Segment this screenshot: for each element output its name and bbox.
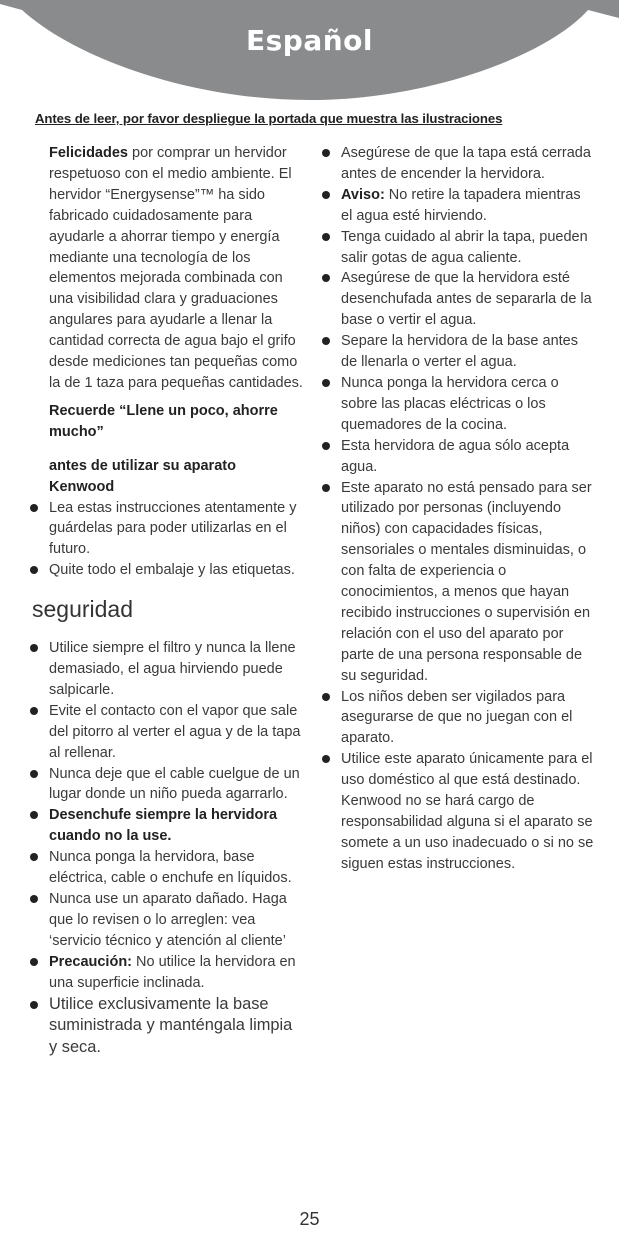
bullet-icon [30, 770, 38, 778]
bullet-icon [30, 566, 38, 574]
bullet-icon [322, 149, 330, 157]
list-item: Lea estas instrucciones atentamente y guárdelas para poder utilizarlas en el futuro. [28, 498, 303, 561]
bullet-icon [322, 693, 330, 701]
before-use-list [28, 498, 303, 582]
bullet-icon [322, 233, 330, 241]
list-item: Utilice siempre el filtro y nunca la llene demasiado, el agua hirviendo puede salpicarle. [28, 638, 303, 701]
list-item: Separe la hervidora de la base antes de llenarla o verter el agua. [320, 331, 595, 373]
list-item: Utilice exclusivamente la base suministrada y manténgala limpia y seca. [28, 994, 303, 1059]
list-item: Desenchufe siempre la hervidora cuando no la use. [28, 805, 303, 847]
bullet-icon [322, 191, 330, 199]
list-item: Aviso: No retire la tapadera mientras el agua esté hirviendo. [320, 185, 595, 227]
list-item: Asegúrese de que la tapa está cerrada antes de encender la hervidora. [320, 143, 595, 185]
page-number: 25 [299, 1209, 320, 1229]
bullet-icon [30, 644, 38, 652]
bullet-icon [322, 484, 330, 492]
bullet-icon [30, 504, 38, 512]
bullet-icon [30, 958, 38, 966]
list-item: Nunca ponga la hervidora cerca o sobre las placas eléctricas o los quemadores de la cocina. [320, 373, 595, 436]
bullet-icon [322, 442, 330, 450]
bullet-icon [30, 707, 38, 715]
list-item: Este aparato no está pensado para ser utilizado por personas (incluyendo niños) con capacidades físicas, sensoriales o mentales disminuidas, o con falta de experiencia o conocimientos, a menos que hayan recibido instrucciones o supervisión en relación con el uso del aparato por parte de una persona responsable de su seguridad. [320, 478, 595, 687]
bullet-icon [30, 853, 38, 861]
list-item: Tenga cuidado al abrir la tapa, pueden salir gotas de agua caliente. [320, 227, 595, 269]
list-item: Quite todo el embalaje y las etiquetas. [28, 560, 303, 581]
page-title: Español [246, 24, 373, 57]
list-item: Nunca ponga la hervidora, base eléctrica, cable o enchufe en líquidos. [28, 847, 303, 889]
left-column [28, 143, 303, 1058]
safety-list-left [28, 638, 303, 1058]
intro-bold-lead: Felicidades [49, 145, 128, 161]
list-item: Precaución: No utilice la hervidora en una superficie inclinada. [28, 952, 303, 994]
bullet-icon [322, 379, 330, 387]
intro-paragraph [28, 143, 303, 394]
bullet-icon [322, 755, 330, 763]
safety-list-right [320, 143, 595, 875]
bullet-icon [30, 895, 38, 903]
section-heading-safety: seguridad [32, 596, 134, 623]
list-item: Los niños deben ser vigilados para asegurarse de que no juegan con el aparato. [320, 687, 595, 750]
list-item: Esta hervidora de agua sólo acepta agua. [320, 436, 595, 478]
bullet-icon [30, 1001, 38, 1009]
intro-text: por comprar un hervidor respetuoso con el medio ambiente. El hervidor “Energysense”™ ha sido fabricado cuidadosamente para ayudarle a ahorrar tiempo y energía mediante una tecnología de los elementos mejorada combinada con una visibilidad clara y graduaciones angulares para ayudarle a llenar la cantidad correcta de agua bajo el grifo desde mediciones tan pequeñas como la de 1 taza para pequeñas cantidades. [49, 145, 303, 391]
bullet-icon [30, 811, 38, 819]
list-item: Asegúrese de que la hervidora esté desenchufada antes de separarla de la base o vertir el agua. [320, 268, 595, 331]
list-item: Evite el contacto con el vapor que sale del pitorro al verter el agua y de la tapa al rellenar. [28, 701, 303, 764]
list-item: Nunca use un aparato dañado. Haga que lo revisen o lo arreglen: vea ‘servicio técnico y atención al cliente’ [28, 889, 303, 952]
remember-slogan: Recuerde “Llene un poco, ahorre mucho” [49, 402, 278, 440]
before-use-heading: antes de utilizar su aparato Kenwood [49, 457, 236, 495]
bullet-icon [322, 337, 330, 345]
right-column [320, 143, 595, 875]
bullet-icon [322, 274, 330, 282]
list-item: Utilice este aparato únicamente para el uso doméstico al que está destinado. Kenwood no se hará cargo de responsabilidad alguna si el aparato se somete a un uso inadecuado o si no se siguen estas instrucciones. [320, 749, 595, 874]
fold-out-notice: Antes de leer, por favor despliegue la portada que muestra las ilustraciones [35, 111, 503, 126]
list-item: Nunca deje que el cable cuelgue de un lugar donde un niño pueda agarrarlo. [28, 764, 303, 806]
